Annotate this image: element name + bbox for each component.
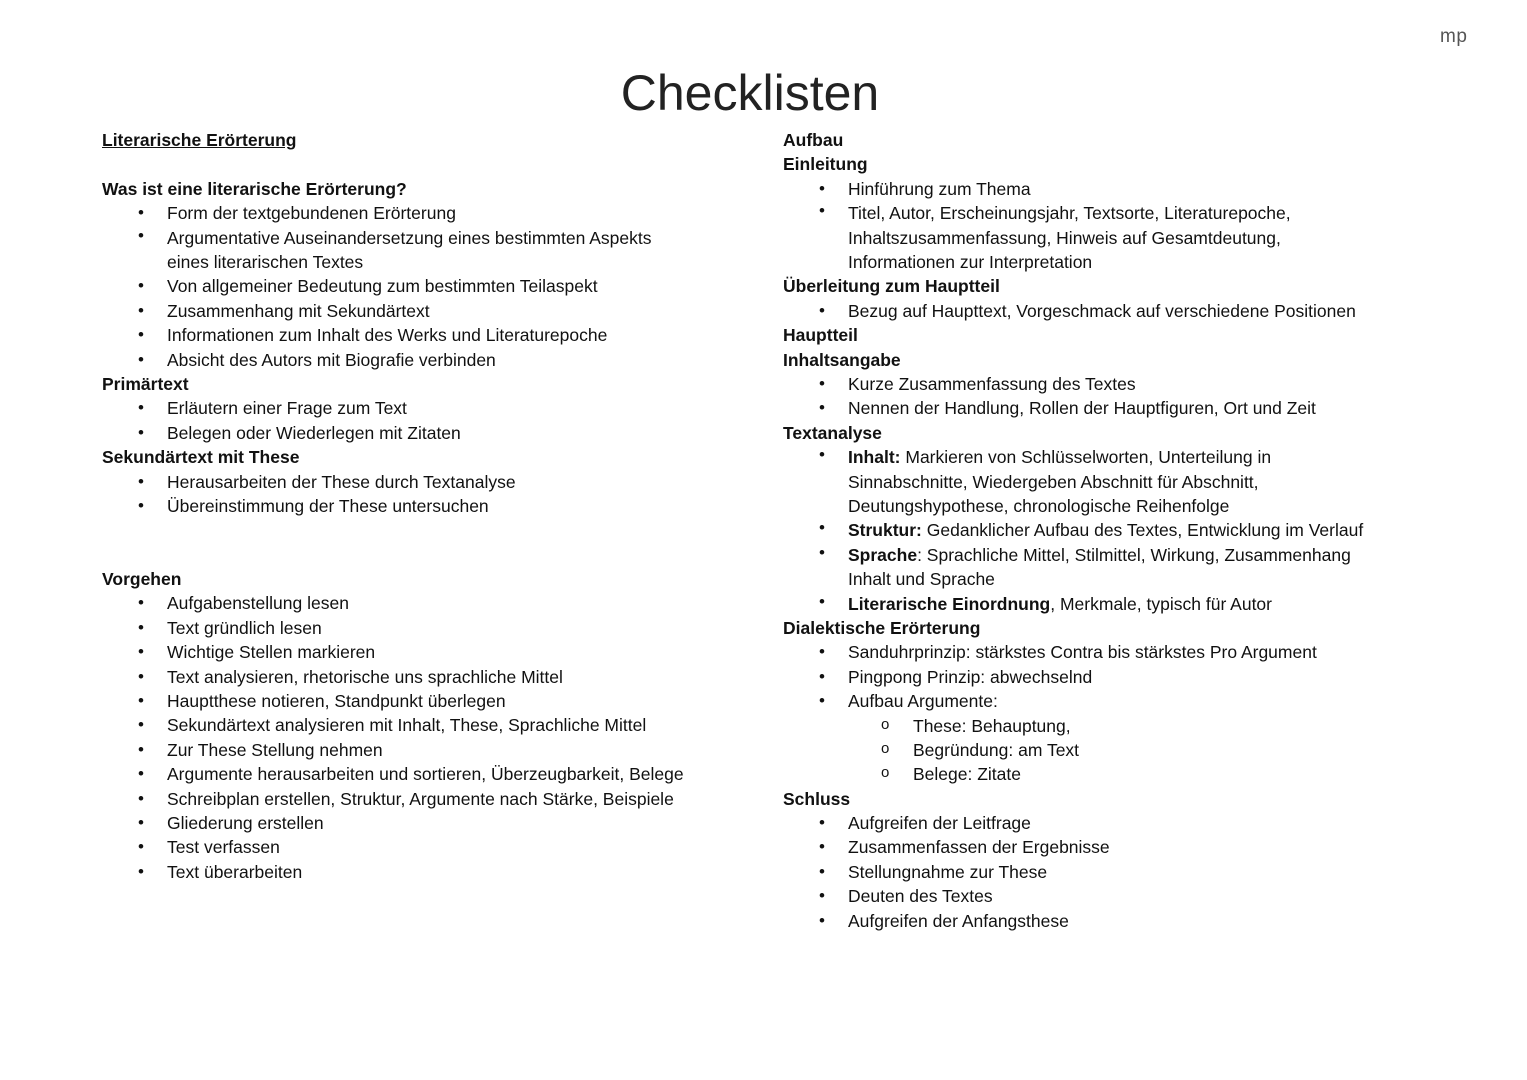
list-item-line: Informationen zur Interpretation bbox=[848, 251, 1093, 272]
list-primaertext bbox=[102, 396, 742, 445]
term-label: Inhalt: bbox=[848, 447, 901, 468]
heading-einleitung: Einleitung bbox=[783, 154, 868, 175]
list-sekundaertext bbox=[102, 470, 742, 519]
list-item: • Form der textgebundenen Erörterung bbox=[102, 201, 742, 225]
list-item: • Absicht des Autors mit Biografie verbinden bbox=[102, 348, 742, 372]
list-item: • Zur These Stellung nehmen bbox=[102, 738, 742, 762]
list-item: • Text analysieren, rhetorische uns sprachliche Mittel bbox=[102, 665, 742, 689]
list-item: • Aufgreifen der Leitfrage bbox=[783, 811, 1483, 835]
list-item: • Nennen der Handlung, Rollen der Hauptfiguren, Ort und Zeit bbox=[783, 396, 1483, 420]
list-ueberleitung bbox=[783, 299, 1483, 323]
list-item: • Hinführung zum Thema bbox=[783, 177, 1483, 201]
list-item: • Bezug auf Haupttext, Vorgeschmack auf verschiedene Positionen bbox=[783, 299, 1483, 323]
heading-was-ist: Was ist eine literarische Erörterung? bbox=[102, 178, 407, 199]
list-item bbox=[783, 201, 1483, 274]
list-item: • Erläutern einer Frage zum Text bbox=[102, 396, 742, 420]
list-textanalyse bbox=[783, 445, 1483, 616]
list-item: • Text gründlich lesen bbox=[102, 616, 742, 640]
right-column bbox=[783, 128, 1483, 933]
list-item-line bbox=[848, 445, 1483, 469]
list-item: • Belegen oder Wiederlegen mit Zitaten bbox=[102, 421, 742, 445]
list-item: • Sanduhrprinzip: stärkstes Contra bis stärkstes Pro Argument bbox=[783, 640, 1483, 664]
list-item-line: Sinnabschnitte, Wiedergeben Abschnitt für Abschnitt, bbox=[848, 471, 1259, 492]
list-item: • Stellungnahme zur These bbox=[783, 860, 1483, 884]
list-item: • Gliederung erstellen bbox=[102, 811, 742, 835]
sublist-item: o Begründung: am Text bbox=[783, 738, 1483, 762]
list-item: • Wichtige Stellen markieren bbox=[102, 640, 742, 664]
list-schluss bbox=[783, 811, 1483, 933]
heading-sekundaertext: Sekundärtext mit These bbox=[102, 447, 300, 468]
list-item: • Von allgemeiner Bedeutung zum bestimmten Teilaspekt bbox=[102, 274, 742, 298]
term-text: : Sprachliche Mittel, Stilmittel, Wirkung, Zusammenhang bbox=[917, 544, 1351, 565]
list-item: • Deuten des Textes bbox=[783, 884, 1483, 908]
list-item: • Pingpong Prinzip: abwechselnd bbox=[783, 665, 1483, 689]
list-item-line bbox=[848, 543, 1483, 567]
list-item-inhalt bbox=[783, 445, 1483, 518]
heading-aufbau: Aufbau bbox=[783, 130, 844, 150]
list-item-line bbox=[848, 592, 1483, 616]
sublist-item: o Belege: Zitate bbox=[783, 762, 1483, 786]
list-dialektische-eroerterung bbox=[783, 640, 1483, 713]
term-label: Literarische Einordnung bbox=[848, 593, 1051, 614]
list-item: • Schreibplan erstellen, Struktur, Argumente nach Stärke, Beispiele bbox=[102, 787, 742, 811]
list-item-literarische-einordnung bbox=[783, 592, 1483, 616]
term-label: Struktur: bbox=[848, 520, 922, 541]
list-was-ist bbox=[102, 201, 742, 372]
list-item: • Aufgabenstellung lesen bbox=[102, 591, 742, 615]
heading-vorgehen: Vorgehen bbox=[102, 569, 182, 590]
list-item: • Herausarbeiten der These durch Textanalyse bbox=[102, 470, 742, 494]
heading-ueberleitung: Überleitung zum Hauptteil bbox=[783, 276, 1000, 297]
list-inhaltsangabe bbox=[783, 372, 1483, 421]
list-item: • Zusammenhang mit Sekundärtext bbox=[102, 299, 742, 323]
list-item bbox=[102, 226, 742, 275]
term-text: Markieren von Schlüsselworten, Unterteilung in bbox=[900, 447, 1272, 468]
list-item-struktur bbox=[783, 518, 1483, 542]
list-item-line: eines literarischen Textes bbox=[167, 251, 364, 272]
term-text: Gedanklicher Aufbau des Textes, Entwicklung im Verlauf bbox=[921, 520, 1364, 541]
list-item: • Argumente herausarbeiten und sortieren, Überzeugbarkeit, Belege bbox=[102, 762, 742, 786]
term-label: Sprache bbox=[848, 544, 918, 565]
heading-inhaltsangabe: Inhaltsangabe bbox=[783, 349, 901, 370]
heading-dialektische-eroerterung: Dialektische Erörterung bbox=[783, 617, 981, 638]
left-column bbox=[102, 128, 742, 884]
list-einleitung bbox=[783, 177, 1483, 275]
list-item: • Aufgreifen der Anfangsthese bbox=[783, 909, 1483, 933]
list-item: • Übereinstimmung der These untersuchen bbox=[102, 494, 742, 518]
list-item: • Test verfassen bbox=[102, 835, 742, 859]
list-item: • Text überarbeiten bbox=[102, 860, 742, 884]
list-item: • Aufbau Argumente: bbox=[783, 689, 1483, 713]
heading-schluss: Schluss bbox=[783, 788, 851, 809]
list-item-line: Deutungshypothese, chronologische Reihenfolge bbox=[848, 495, 1230, 516]
list-item: • Hauptthese notieren, Standpunkt überlegen bbox=[102, 689, 742, 713]
heading-textanalyse: Textanalyse bbox=[783, 422, 882, 443]
sublist-aufbau-argumente bbox=[783, 714, 1483, 787]
list-item-line: • Argumentative Auseinandersetzung eines bestimmten Aspekts bbox=[167, 227, 652, 248]
sublist-item: o These: Behauptung, bbox=[783, 714, 1483, 738]
heading-hauptteil: Hauptteil bbox=[783, 325, 858, 346]
page-title: Checklisten bbox=[620, 65, 880, 121]
list-item: • Kurze Zusammenfassung des Textes bbox=[783, 372, 1483, 396]
list-item: • Sekundärtext analysieren mit Inhalt, These, Sprachliche Mittel bbox=[102, 713, 742, 737]
list-item: • Informationen zum Inhalt des Werks und Literaturepoche bbox=[102, 323, 742, 347]
list-item-line: • Titel, Autor, Erscheinungsjahr, Textsorte, Literaturepoche, bbox=[848, 203, 1291, 224]
list-item-line: Inhalt und Sprache bbox=[848, 569, 995, 590]
heading-primaertext: Primärtext bbox=[102, 373, 189, 394]
list-item-sprache bbox=[783, 543, 1483, 592]
list-item: • Zusammenfassen der Ergebnisse bbox=[783, 835, 1483, 859]
section-heading-literarische-eroerterung: Literarische Erörterung bbox=[102, 130, 297, 150]
list-item-line: Inhaltszusammenfassung, Hinweis auf Gesamtdeutung, bbox=[848, 227, 1281, 248]
list-vorgehen bbox=[102, 591, 742, 884]
term-text: , Merkmale, typisch für Autor bbox=[1050, 593, 1272, 614]
author-initials: mp bbox=[1440, 26, 1468, 47]
list-item-line bbox=[848, 518, 1483, 542]
